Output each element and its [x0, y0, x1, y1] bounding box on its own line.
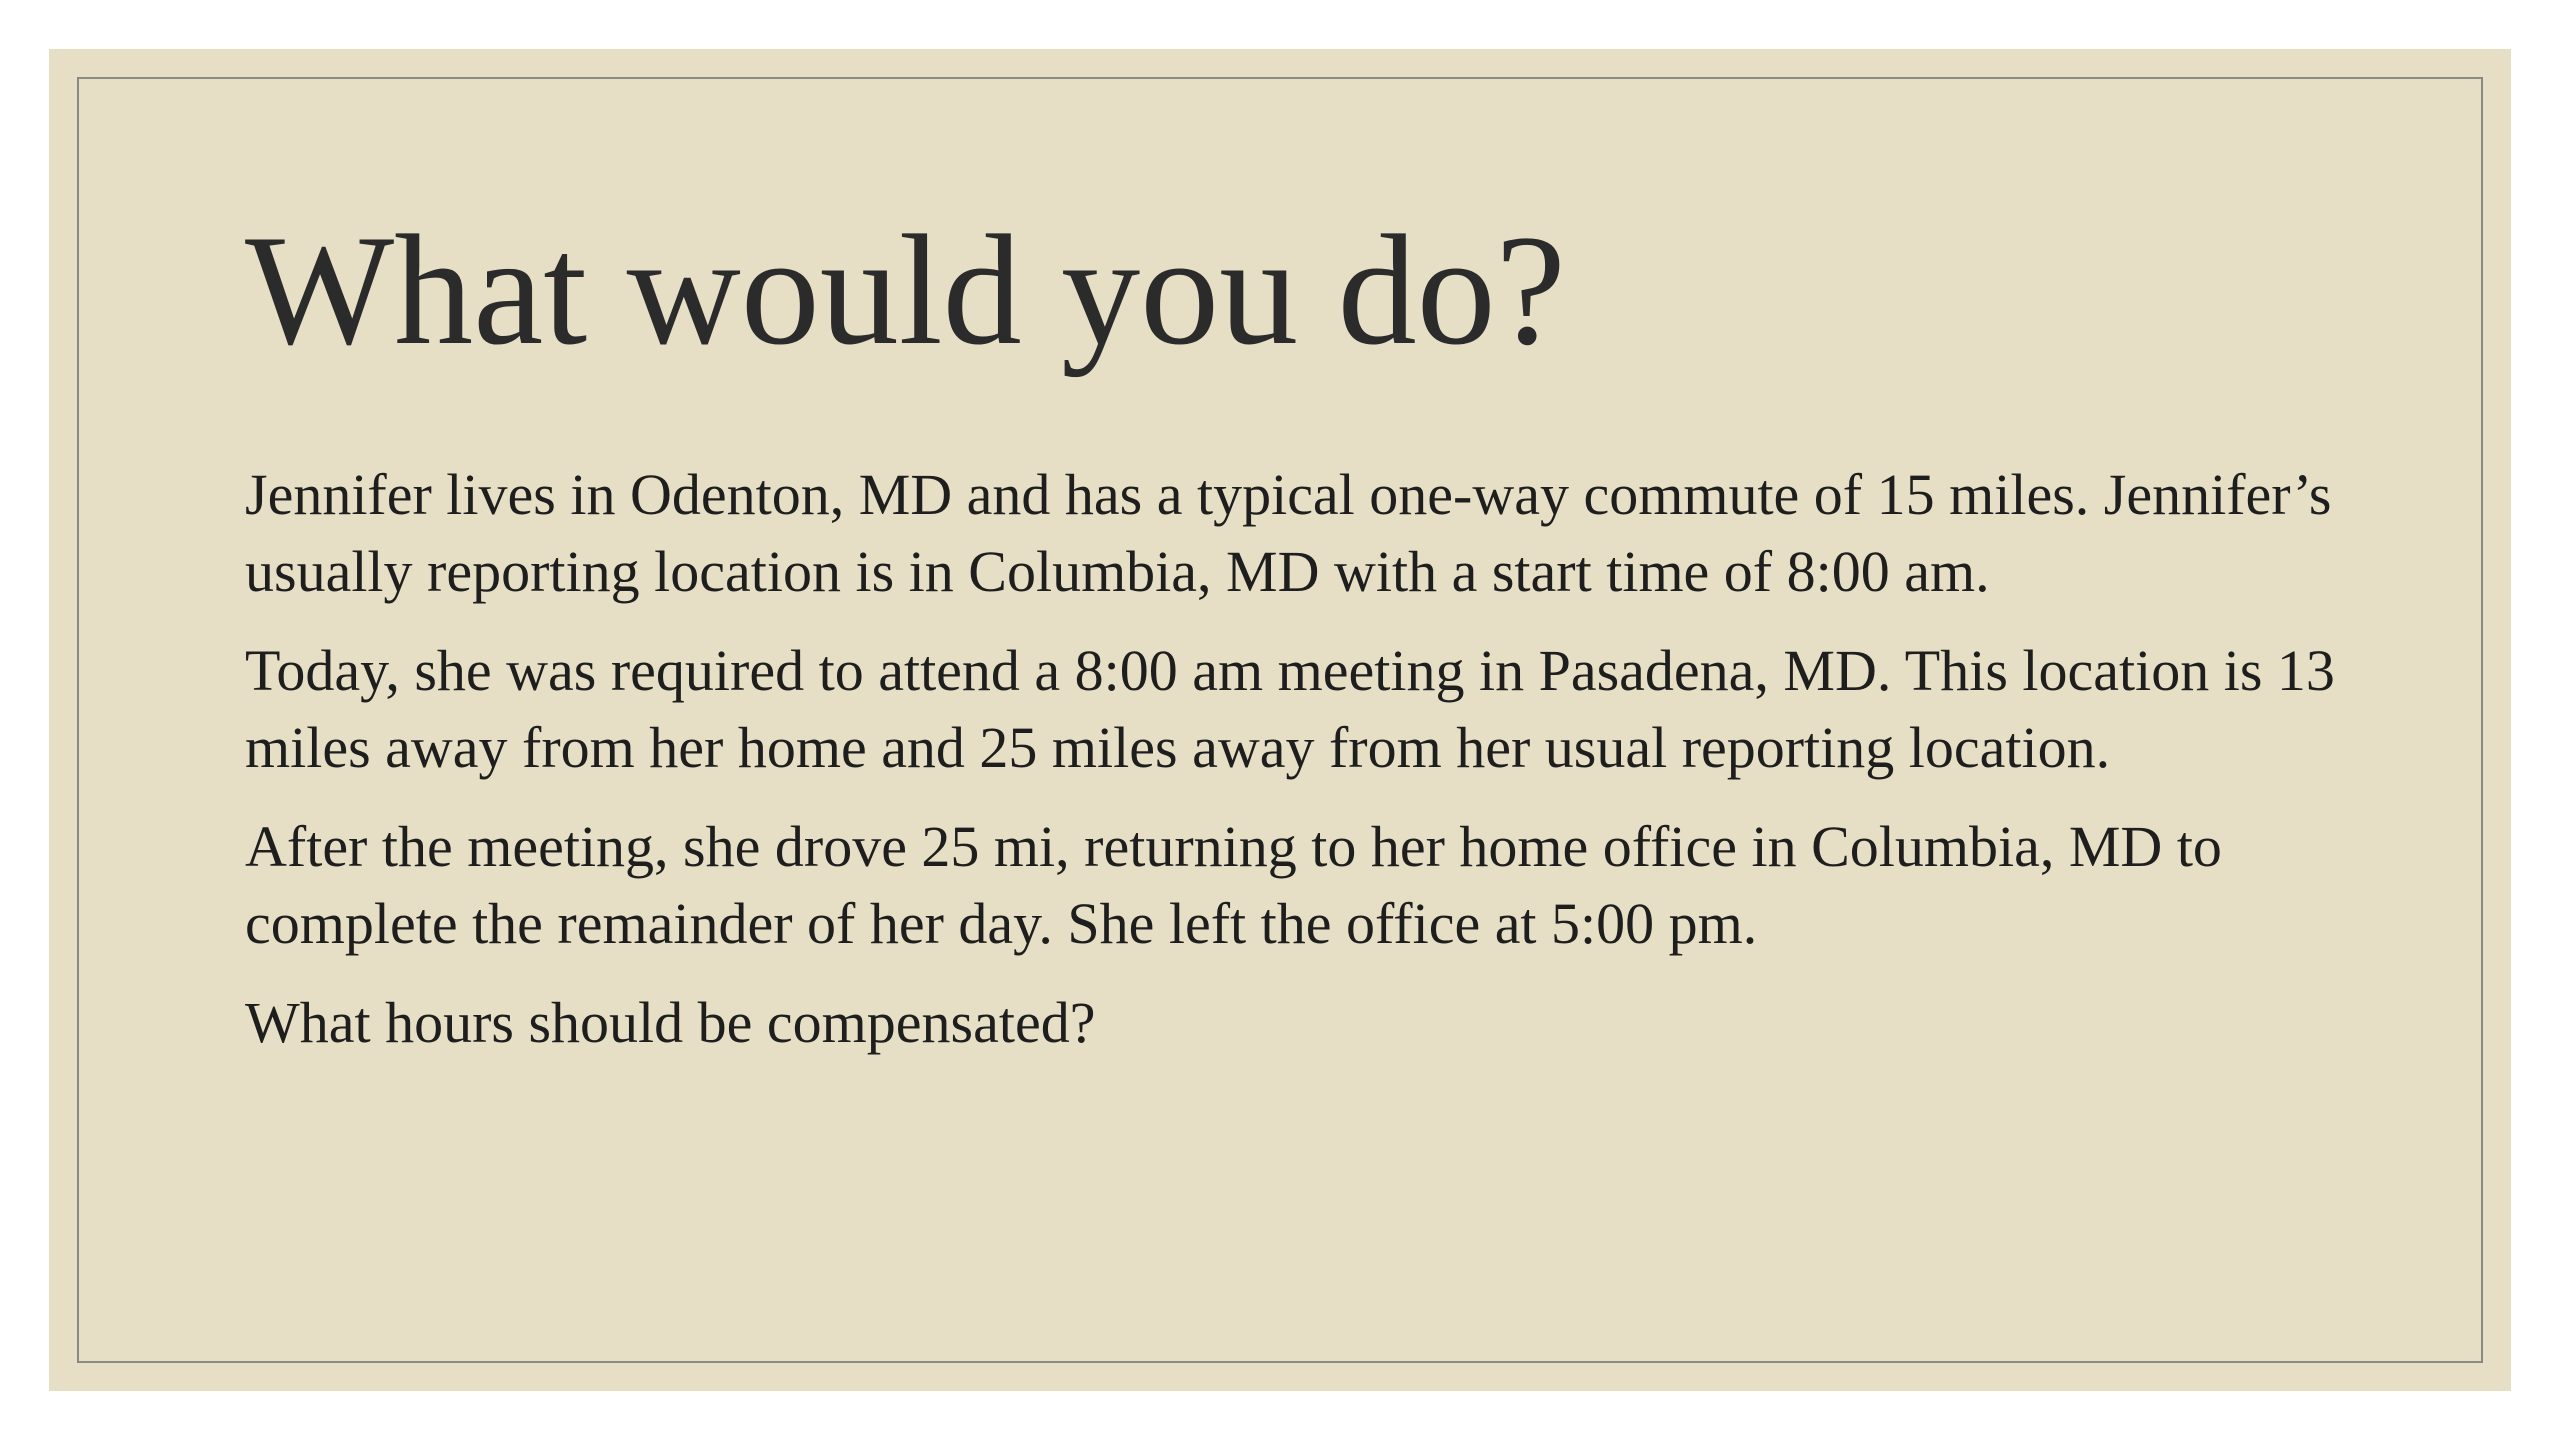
paragraph-commute: Jennifer lives in Odenton, MD and has a typical one-way commute of 15 miles. Jennifer’s usually reporting location is in Columbia, MD with a start time of 8:00 am. — [245, 462, 2332, 604]
slide-body — [245, 456, 2355, 1083]
paragraph-question: What hours should be compensated? — [245, 990, 1096, 1055]
slide — [49, 49, 2511, 1391]
slide-title: What would you do? — [245, 203, 1566, 378]
paragraph-return: After the meeting, she drove 25 mi, returning to her home office in Columbia, MD to complete the remainder of her day. She left the office at 5:00 pm. — [245, 814, 2222, 956]
paragraph-meeting: Today, she was required to attend a 8:00 am meeting in Pasadena, MD. This location is 13 miles away from her home and 25 miles away from her usual reporting location. — [245, 638, 2335, 780]
